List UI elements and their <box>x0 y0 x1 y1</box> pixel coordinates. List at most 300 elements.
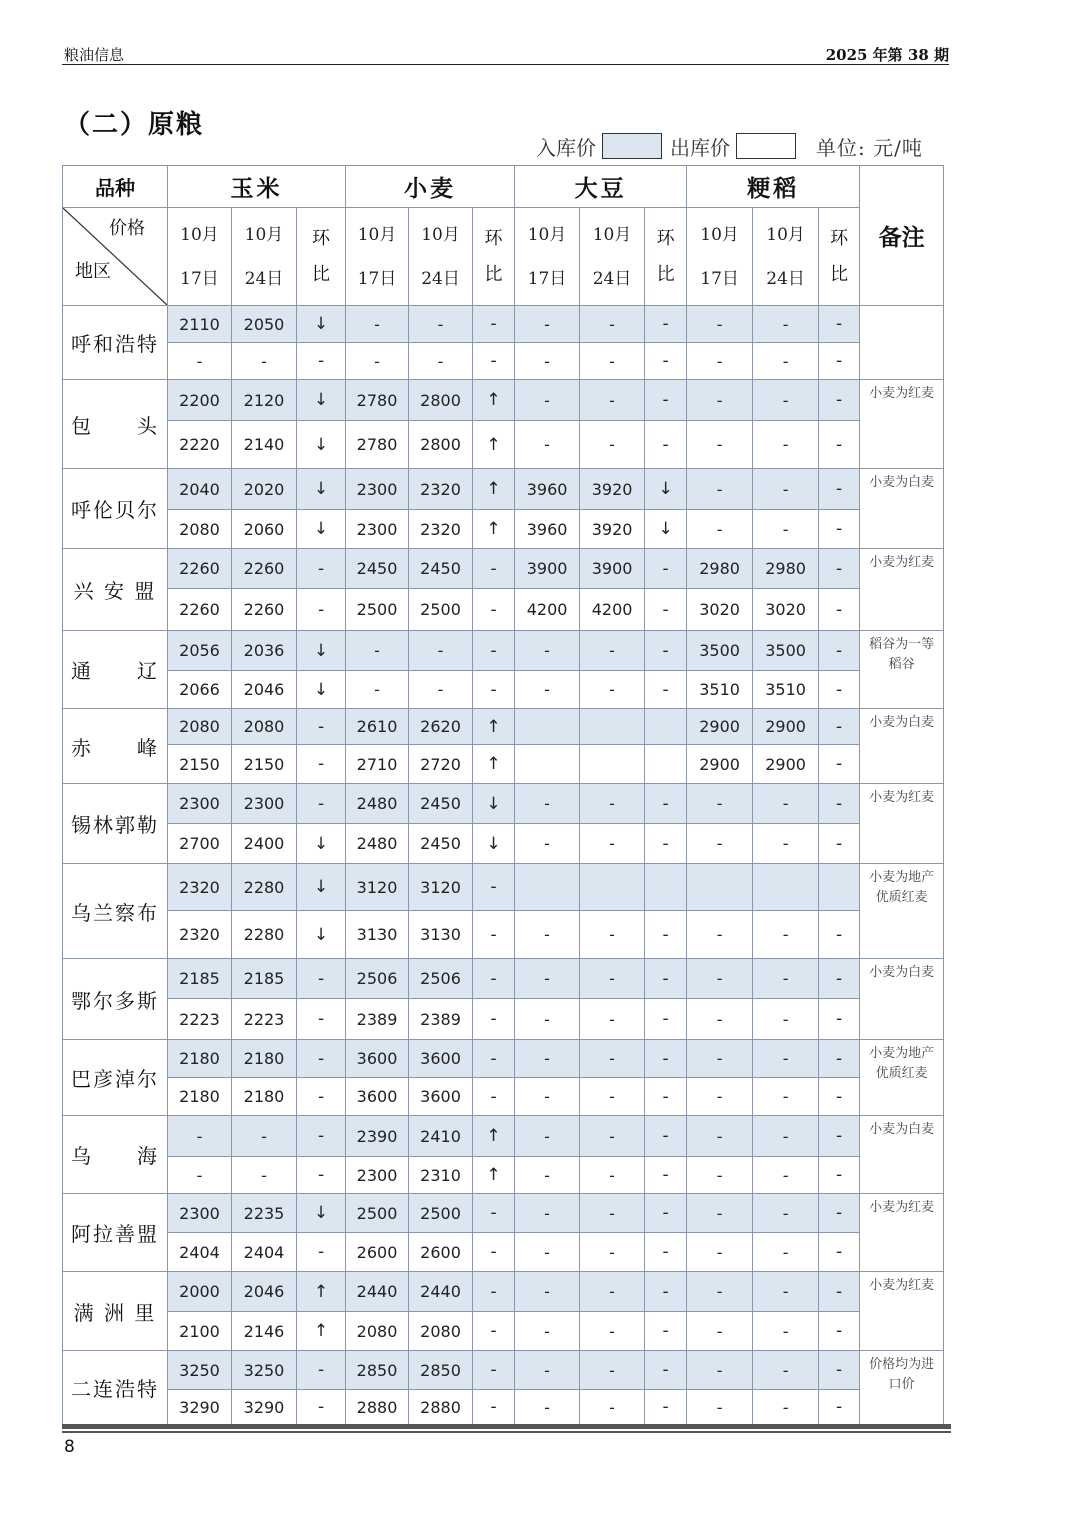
change-cell: - <box>297 1157 346 1194</box>
price-cell: 2260 <box>168 549 232 589</box>
price-cell: - <box>409 671 473 709</box>
change-cell: - <box>819 671 860 709</box>
price-cell: 2180 <box>168 1078 232 1116</box>
price-cell: - <box>580 1351 645 1390</box>
change-cell: - <box>473 864 515 911</box>
price-cell: - <box>753 1078 819 1116</box>
table-row-in-price <box>63 631 944 671</box>
price-cell: 2440 <box>409 1272 473 1312</box>
price-cell: - <box>515 1078 580 1116</box>
subheader-line: 24日 <box>421 268 460 289</box>
price-cell: 3120 <box>409 864 473 911</box>
price-cell: - <box>580 999 645 1040</box>
change-cell <box>645 709 687 745</box>
price-cell: 3120 <box>346 864 409 911</box>
price-cell: 2320 <box>168 911 232 959</box>
price-cell: 2500 <box>409 1194 473 1233</box>
table-row-in-price <box>63 1040 944 1078</box>
price-cell: 2280 <box>232 911 297 959</box>
price-cell: - <box>515 1390 580 1425</box>
price-cell: 3020 <box>753 589 819 631</box>
table-row-in-price <box>63 1351 944 1390</box>
price-cell: - <box>687 1272 753 1312</box>
price-cell: - <box>232 1157 297 1194</box>
issue-number: 2025 年第 38 期 <box>825 46 949 64</box>
price-cell: - <box>168 1116 232 1157</box>
change-cell: - <box>819 380 860 421</box>
price-cell: 3500 <box>687 631 753 671</box>
change-cell: - <box>819 1157 860 1194</box>
price-cell: 2480 <box>346 824 409 864</box>
price-cell: - <box>580 784 645 824</box>
region-name: 阿拉善盟 <box>63 1194 168 1272</box>
crop-header-wheat: 小麦 <box>346 166 515 208</box>
price-cell: 2036 <box>232 631 297 671</box>
price-cell: 2185 <box>168 959 232 999</box>
price-cell: - <box>580 1194 645 1233</box>
price-cell: 3960 <box>515 510 580 549</box>
price-cell: 2404 <box>168 1233 232 1272</box>
remark-cell: 小麦为地产优质红麦 <box>860 864 944 959</box>
price-cell: - <box>232 1116 297 1157</box>
subheader-line: 10月 <box>357 224 397 245</box>
price-cell: 2080 <box>409 1312 473 1351</box>
change-cell: - <box>819 784 860 824</box>
price-cell: 2980 <box>753 549 819 589</box>
remark-cell: 小麦为红麦 <box>860 1194 944 1272</box>
change-cell: ↓ <box>297 510 346 549</box>
price-cell: 3920 <box>580 510 645 549</box>
table-row-out-price <box>63 1233 944 1272</box>
price-cell: - <box>580 343 645 380</box>
subheader-line: 环 <box>484 227 503 249</box>
change-cell: - <box>297 1078 346 1116</box>
publication-name: 粮油信息 <box>64 46 125 64</box>
price-cell: - <box>346 671 409 709</box>
change-cell: ↓ <box>297 380 346 421</box>
price-cell: 2060 <box>232 510 297 549</box>
remark-cell: 小麦为红麦 <box>860 549 944 631</box>
subheader-corn-change <box>297 208 346 306</box>
price-cell: 2000 <box>168 1272 232 1312</box>
in-price-swatch <box>602 133 662 159</box>
price-cell: 3250 <box>168 1351 232 1390</box>
price-cell: 2180 <box>168 1040 232 1078</box>
price-cell: - <box>580 1272 645 1312</box>
subheader-line: 比 <box>312 263 331 285</box>
price-cell: - <box>753 1351 819 1390</box>
change-cell: - <box>645 421 687 469</box>
price-cell: - <box>580 1233 645 1272</box>
price-cell: 2146 <box>232 1312 297 1351</box>
price-cell: 2140 <box>232 421 297 469</box>
subheader-line: 17日 <box>700 268 739 289</box>
price-cell: - <box>687 380 753 421</box>
change-cell: - <box>297 1040 346 1078</box>
change-cell: - <box>645 589 687 631</box>
change-cell: - <box>297 1390 346 1425</box>
price-cell: 2710 <box>346 745 409 784</box>
price-cell: - <box>753 469 819 510</box>
change-cell: - <box>819 1194 860 1233</box>
price-cell: 2180 <box>232 1078 297 1116</box>
out-price-label: 出库价 <box>670 135 730 160</box>
price-cell: - <box>346 343 409 380</box>
price-cell: 2046 <box>232 671 297 709</box>
price-cell: 2450 <box>409 549 473 589</box>
price-cell: - <box>515 380 580 421</box>
price-cell: - <box>687 1157 753 1194</box>
change-cell: ↓ <box>297 306 346 343</box>
price-cell: - <box>753 1157 819 1194</box>
price-cell: 2150 <box>168 745 232 784</box>
price-cell: 3600 <box>409 1078 473 1116</box>
change-cell: - <box>297 1233 346 1272</box>
price-cell: - <box>515 631 580 671</box>
price-cell <box>753 864 819 911</box>
price-cell: 2300 <box>232 784 297 824</box>
change-cell: - <box>819 1040 860 1078</box>
table-row-in-price <box>63 1194 944 1233</box>
price-cell: 2780 <box>346 380 409 421</box>
price-cell: 2389 <box>346 999 409 1040</box>
price-cell: - <box>515 671 580 709</box>
change-cell: - <box>819 549 860 589</box>
change-cell: - <box>645 824 687 864</box>
change-cell: - <box>819 745 860 784</box>
price-cell: - <box>515 1351 580 1390</box>
price-cell: - <box>753 999 819 1040</box>
change-cell: - <box>645 343 687 380</box>
price-cell: - <box>580 671 645 709</box>
price-cell: 4200 <box>515 589 580 631</box>
section-title: （二）原粮 <box>64 110 205 140</box>
remark-cell: 小麦为白麦 <box>860 469 944 549</box>
change-cell: ↓ <box>473 784 515 824</box>
price-cell: - <box>515 306 580 343</box>
price-cell <box>687 864 753 911</box>
price-cell: - <box>753 510 819 549</box>
change-cell: - <box>473 343 515 380</box>
region-name: 乌兰察布 <box>63 864 168 959</box>
note-header: 备注 <box>860 166 944 306</box>
change-cell <box>819 864 860 911</box>
change-cell: - <box>645 1194 687 1233</box>
crop-header-soybean: 大豆 <box>515 166 687 208</box>
change-cell: - <box>473 549 515 589</box>
price-cell: 2500 <box>409 589 473 631</box>
change-cell: ↑ <box>473 510 515 549</box>
change-cell: - <box>819 469 860 510</box>
price-cell: - <box>687 1078 753 1116</box>
price-cell: - <box>753 306 819 343</box>
price-cell: 3920 <box>580 469 645 510</box>
change-cell: - <box>297 343 346 380</box>
change-cell: - <box>473 1078 515 1116</box>
change-cell: - <box>473 1233 515 1272</box>
change-cell: - <box>473 1194 515 1233</box>
change-cell: - <box>819 343 860 380</box>
price-cell: - <box>687 469 753 510</box>
price-cell: - <box>515 824 580 864</box>
subheader-line: 环 <box>312 227 331 249</box>
price-cell: - <box>168 343 232 380</box>
subheader-line: 24日 <box>244 268 284 289</box>
price-cell: - <box>753 784 819 824</box>
price-cell: 2389 <box>409 999 473 1040</box>
price-cell <box>580 864 645 911</box>
region-name: 乌 海 <box>63 1116 168 1194</box>
price-cell: 2450 <box>409 824 473 864</box>
price-cell: 2066 <box>168 671 232 709</box>
price-cell: 2900 <box>687 709 753 745</box>
price-cell: - <box>580 421 645 469</box>
price-cell: 2800 <box>409 421 473 469</box>
change-cell: ↓ <box>297 911 346 959</box>
table-row-in-price <box>63 959 944 999</box>
change-cell: - <box>297 549 346 589</box>
price-cell: 2320 <box>168 864 232 911</box>
price-cell: 3510 <box>753 671 819 709</box>
price-cell: 2480 <box>346 784 409 824</box>
table-row-out-price <box>63 589 944 631</box>
remark-cell: 小麦为白麦 <box>860 959 944 1040</box>
price-cell: 2050 <box>232 306 297 343</box>
price-cell: - <box>753 959 819 999</box>
price-cell: - <box>687 343 753 380</box>
price-cell: 2610 <box>346 709 409 745</box>
price-cell: 2450 <box>409 784 473 824</box>
subheader-wheat-change <box>473 208 515 306</box>
price-cell: - <box>515 784 580 824</box>
price-cell: 2080 <box>346 1312 409 1351</box>
region-name: 赤 峰 <box>63 709 168 784</box>
price-cell: - <box>580 1390 645 1425</box>
price-cell: - <box>515 1312 580 1351</box>
footer-rule-thick <box>62 1424 951 1429</box>
region-name: 包 头 <box>63 380 168 469</box>
table-row-in-price <box>63 306 944 343</box>
change-cell: - <box>819 1078 860 1116</box>
grain-price-table <box>62 165 944 1425</box>
change-cell: - <box>819 631 860 671</box>
change-cell: ↓ <box>297 671 346 709</box>
region-name: 锡林郭勒 <box>63 784 168 864</box>
subheader-line: 环 <box>830 227 849 249</box>
price-cell: 2620 <box>409 709 473 745</box>
price-cell: - <box>687 1040 753 1078</box>
price-cell: - <box>687 1116 753 1157</box>
change-cell: - <box>819 421 860 469</box>
price-cell: 2260 <box>232 589 297 631</box>
change-cell <box>645 745 687 784</box>
price-cell: 2223 <box>168 999 232 1040</box>
corner-region-label: 地区 <box>75 261 111 282</box>
change-cell: - <box>819 1272 860 1312</box>
price-cell: 2185 <box>232 959 297 999</box>
change-cell: - <box>819 306 860 343</box>
price-cell: 2450 <box>346 549 409 589</box>
change-cell: - <box>473 1390 515 1425</box>
in-price-label: 入库价 <box>536 135 596 160</box>
price-cell: - <box>753 1040 819 1078</box>
region-name: 二连浩特 <box>63 1351 168 1425</box>
change-cell: - <box>819 1390 860 1425</box>
change-cell: - <box>297 1351 346 1390</box>
price-cell: 3600 <box>409 1040 473 1078</box>
price-cell: 2110 <box>168 306 232 343</box>
page-number: 8 <box>64 1437 75 1457</box>
price-cell: - <box>580 1078 645 1116</box>
price-cell: 2300 <box>168 784 232 824</box>
price-cell: 2500 <box>346 589 409 631</box>
price-cell: - <box>515 911 580 959</box>
price-cell: - <box>687 824 753 864</box>
variety-header: 品种 <box>63 166 168 208</box>
price-legend <box>536 131 923 161</box>
price-cell: 2720 <box>409 745 473 784</box>
table-row-in-price <box>63 469 944 510</box>
price-cell: 2900 <box>687 745 753 784</box>
change-cell: ↑ <box>473 421 515 469</box>
region-name: 通 辽 <box>63 631 168 709</box>
price-cell: 2506 <box>346 959 409 999</box>
change-cell: - <box>819 824 860 864</box>
change-cell: - <box>819 510 860 549</box>
change-cell: ↓ <box>297 631 346 671</box>
price-cell: - <box>753 1312 819 1351</box>
change-cell: - <box>297 1116 346 1157</box>
price-cell: - <box>580 1116 645 1157</box>
subheader-japonica-rice-change <box>819 208 860 306</box>
table-row-out-price <box>63 1312 944 1351</box>
price-cell: 3290 <box>232 1390 297 1425</box>
price-cell: 3500 <box>753 631 819 671</box>
change-cell: - <box>645 1312 687 1351</box>
price-cell: - <box>580 1312 645 1351</box>
change-cell: - <box>645 549 687 589</box>
price-cell: 2100 <box>168 1312 232 1351</box>
change-cell: ↑ <box>473 1116 515 1157</box>
subheader-line: 17日 <box>180 268 219 289</box>
change-cell: - <box>645 911 687 959</box>
change-cell: - <box>297 745 346 784</box>
change-cell: - <box>473 1040 515 1078</box>
remark-cell: 小麦为白麦 <box>860 1116 944 1194</box>
subheader-line: 10月 <box>527 224 567 245</box>
price-cell: - <box>515 1233 580 1272</box>
subheader-soybean-oct17 <box>515 208 580 306</box>
subheader-line: 17日 <box>527 268 567 289</box>
subheader-line: 10月 <box>421 224 460 245</box>
corner-price-label: 价格 <box>109 218 145 239</box>
price-cell: - <box>687 1233 753 1272</box>
price-cell: - <box>687 421 753 469</box>
price-cell: 2300 <box>346 510 409 549</box>
change-cell: - <box>297 959 346 999</box>
price-cell: - <box>409 343 473 380</box>
price-cell: - <box>580 380 645 421</box>
price-cell: - <box>753 1233 819 1272</box>
price-cell: 3130 <box>346 911 409 959</box>
price-cell: - <box>346 306 409 343</box>
price-cell: - <box>580 306 645 343</box>
remark-cell: 价格均为进口价 <box>860 1351 944 1425</box>
table-row-in-price <box>63 864 944 911</box>
change-cell: ↑ <box>473 745 515 784</box>
header-rule <box>62 64 949 65</box>
price-cell: 3290 <box>168 1390 232 1425</box>
subheader-corn-oct24 <box>232 208 297 306</box>
price-cell <box>515 864 580 911</box>
change-cell: ↓ <box>473 824 515 864</box>
price-cell: 2400 <box>232 824 297 864</box>
table-row-out-price <box>63 911 944 959</box>
price-cell: 2300 <box>346 469 409 510</box>
change-cell: - <box>473 1312 515 1351</box>
price-cell: 2506 <box>409 959 473 999</box>
change-cell: ↑ <box>297 1272 346 1312</box>
footer-rule-thin <box>62 1431 951 1433</box>
subheader-wheat-oct17 <box>346 208 409 306</box>
change-cell: ↑ <box>473 1157 515 1194</box>
change-cell: - <box>645 631 687 671</box>
price-cell: 2900 <box>753 709 819 745</box>
price-cell: 2120 <box>232 380 297 421</box>
price-cell: - <box>580 959 645 999</box>
price-cell <box>515 745 580 784</box>
subheader-line: 10月 <box>700 224 739 245</box>
price-cell: - <box>687 959 753 999</box>
change-cell: - <box>645 306 687 343</box>
price-cell: 2310 <box>409 1157 473 1194</box>
price-cell: 2046 <box>232 1272 297 1312</box>
change-cell: ↓ <box>297 1194 346 1233</box>
price-cell: - <box>753 1272 819 1312</box>
change-cell: - <box>473 1351 515 1390</box>
price-cell: 2390 <box>346 1116 409 1157</box>
table-row-in-price <box>63 1272 944 1312</box>
price-cell: - <box>687 911 753 959</box>
subheader-japonica-rice-oct24 <box>753 208 819 306</box>
subheader-line: 比 <box>656 263 675 285</box>
change-cell: - <box>645 1078 687 1116</box>
price-cell <box>580 745 645 784</box>
price-cell: 2020 <box>232 469 297 510</box>
table-row-in-price <box>63 1116 944 1157</box>
price-cell: - <box>753 1194 819 1233</box>
price-cell: 2410 <box>409 1116 473 1157</box>
price-cell: 2800 <box>409 380 473 421</box>
price-cell: 2223 <box>232 999 297 1040</box>
change-cell: - <box>819 589 860 631</box>
price-cell: 2900 <box>753 745 819 784</box>
price-cell: - <box>580 911 645 959</box>
subheader-line: 比 <box>830 263 849 285</box>
change-cell: ↓ <box>645 510 687 549</box>
price-cell: - <box>409 631 473 671</box>
region-name: 呼和浩特 <box>63 306 168 380</box>
price-cell: 3510 <box>687 671 753 709</box>
subheader-corn-oct17 <box>168 208 232 306</box>
change-cell: - <box>645 671 687 709</box>
price-cell: - <box>515 343 580 380</box>
subheader-line: 17日 <box>357 268 397 289</box>
price-cell: 2980 <box>687 549 753 589</box>
change-cell: - <box>473 999 515 1040</box>
change-cell: ↓ <box>297 864 346 911</box>
price-cell: 2080 <box>168 510 232 549</box>
